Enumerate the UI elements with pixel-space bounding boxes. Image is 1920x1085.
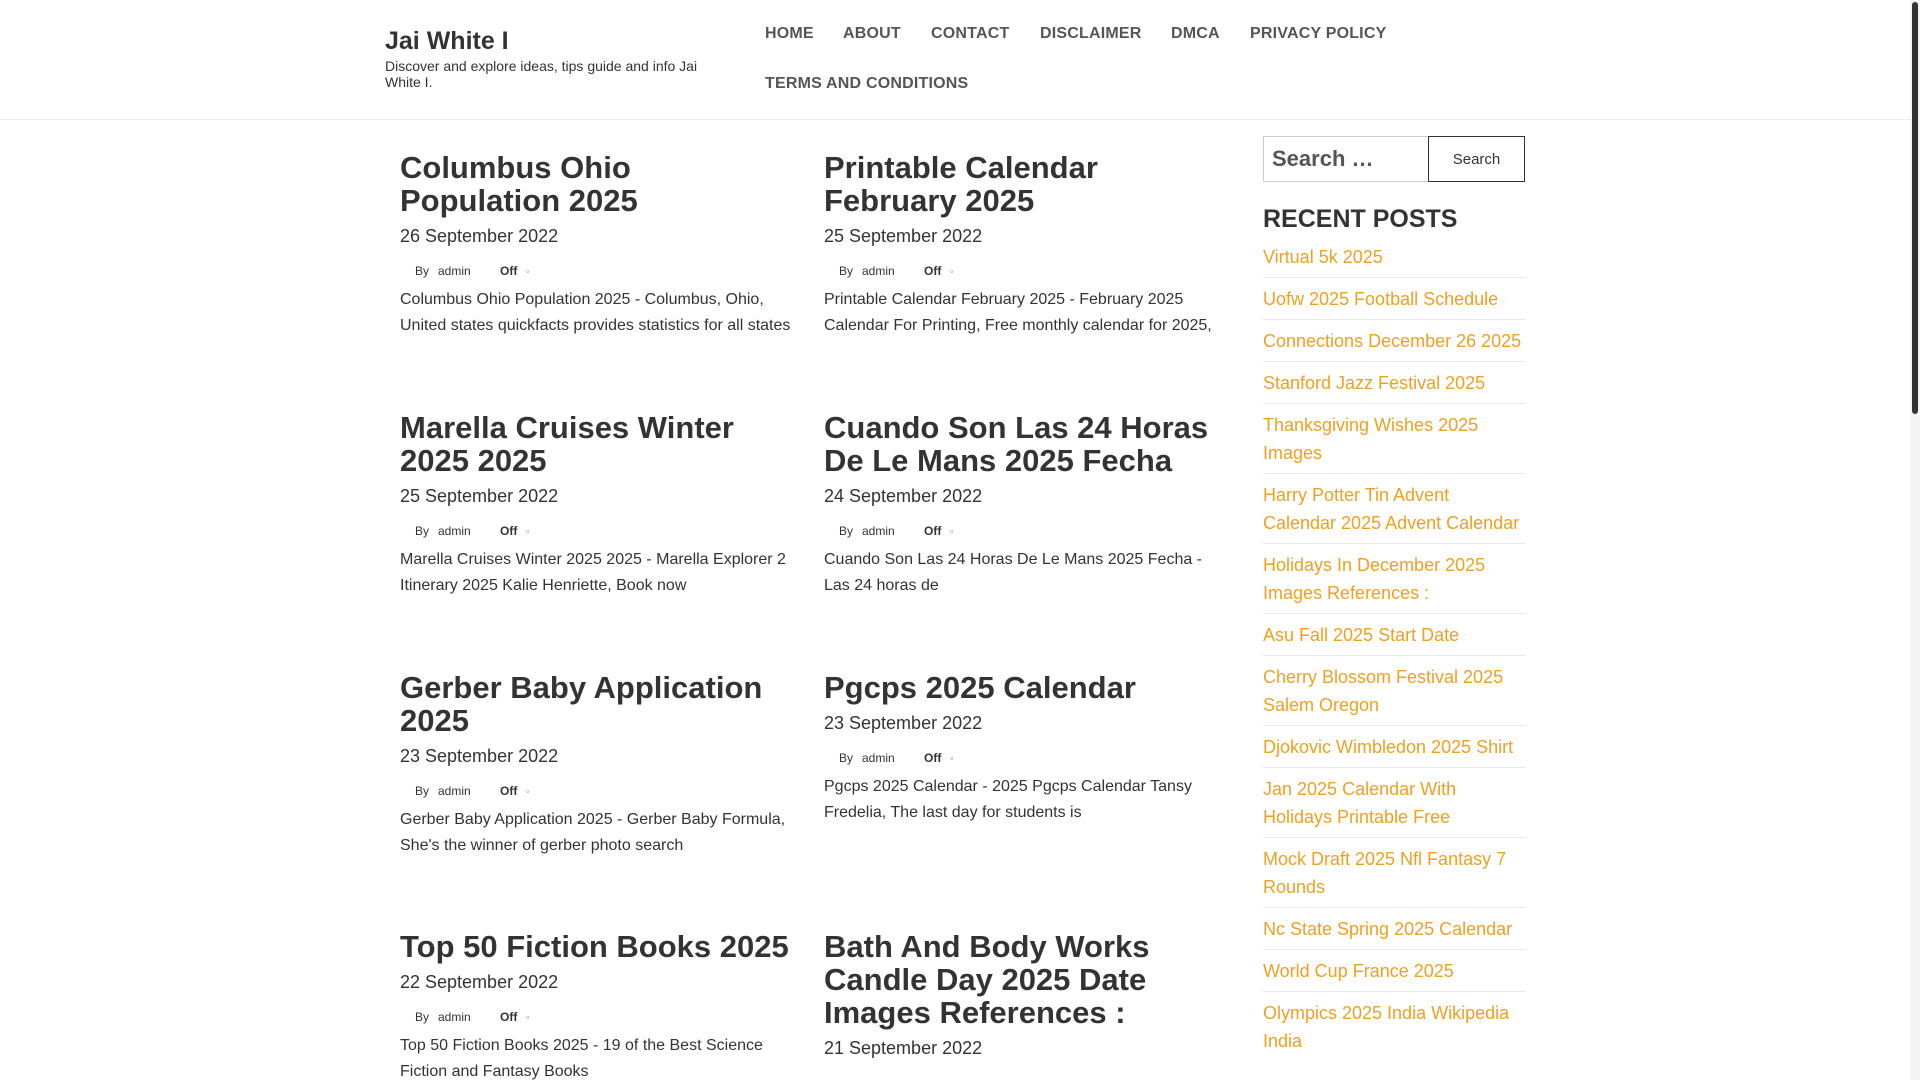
post-card: [824, 411, 1219, 599]
post-author-link[interactable]: admin: [438, 264, 471, 278]
post-comments-status: Off: [500, 264, 518, 278]
post-by-label: By: [415, 524, 430, 538]
post-card: [824, 151, 1219, 339]
comment-icon: ▫: [526, 266, 530, 276]
post-by-label: By: [415, 784, 430, 798]
post-card: [400, 151, 795, 339]
recent-post-link[interactable]: Asu Fall 2025 Start Date: [1263, 625, 1460, 645]
recent-post-item: [1263, 614, 1525, 656]
recent-post-link[interactable]: World Cup France 2025: [1263, 961, 1454, 981]
site-title[interactable]: Jai White I: [385, 27, 509, 55]
recent-post-item: [1263, 404, 1525, 474]
site-branding: [385, 26, 715, 90]
post-card: [824, 671, 1219, 826]
post-meta: [824, 263, 1219, 279]
nav-about[interactable]: ABOUT: [843, 25, 901, 42]
recent-posts-heading: RECENT POSTS: [1263, 205, 1458, 233]
comment-icon: ▫: [526, 1012, 530, 1022]
recent-post-item: [1263, 278, 1525, 320]
post-date: 26 September 2022: [400, 226, 559, 246]
post-meta: [400, 523, 795, 539]
post-date: 25 September 2022: [400, 486, 559, 506]
comment-icon: ▫: [526, 526, 530, 536]
post-author-link[interactable]: admin: [862, 524, 895, 538]
post-excerpt: Columbus Ohio Population 2025 - Columbus, Ohio, United states quickfacts provides statistics for all states: [400, 291, 791, 334]
search-input[interactable]: [1263, 136, 1444, 182]
recent-post-link[interactable]: Jan 2025 Calendar With Holidays Printable Free: [1263, 779, 1457, 827]
post-meta: [824, 750, 1219, 766]
recent-post-link[interactable]: Thanksgiving Wishes 2025 Images: [1263, 415, 1479, 463]
post-card: [400, 930, 795, 1085]
nav-privacy-policy[interactable]: PRIVACY POLICY: [1250, 25, 1387, 42]
post-title[interactable]: Printable Calendar February 2025: [824, 150, 1098, 218]
nav-home[interactable]: HOME: [765, 25, 814, 42]
recent-post-item: [1263, 950, 1525, 992]
site-description: Discover and explore ideas, tips guide and info Jai White I.: [385, 58, 698, 90]
nav-contact[interactable]: CONTACT: [931, 25, 1010, 42]
post-comments-status: Off: [500, 524, 518, 538]
recent-post-link[interactable]: Stanford Jazz Festival 2025: [1263, 373, 1486, 393]
post-comments-status: Off: [924, 751, 942, 765]
post-by-label: By: [839, 524, 854, 538]
post-title[interactable]: Bath And Body Works Candle Day 2025 Date Images References :: [824, 929, 1150, 1030]
post-comments-status: Off: [924, 524, 942, 538]
post-author-link[interactable]: admin: [862, 264, 895, 278]
recent-post-item: [1263, 544, 1525, 614]
recent-post-item: [1263, 992, 1525, 1061]
site-header: [0, 0, 1910, 120]
nav-disclaimer[interactable]: DISCLAIMER: [1040, 25, 1142, 42]
post-by-label: By: [839, 264, 854, 278]
post-comments-status: Off: [924, 264, 942, 278]
recent-post-item: [1263, 656, 1525, 726]
page-scrollbar[interactable]: [1910, 0, 1920, 1080]
post-excerpt: Marella Cruises Winter 2025 2025 - Marella Explorer 2 Itinerary 2025 Kalie Henriette, Book now: [400, 551, 786, 594]
post-card: [400, 671, 795, 859]
post-title[interactable]: Columbus Ohio Population 2025: [400, 150, 638, 218]
post-title[interactable]: Pgcps 2025 Calendar: [824, 670, 1136, 705]
post-card: [400, 411, 795, 599]
post-meta: [400, 263, 795, 279]
post-author-link[interactable]: admin: [438, 784, 471, 798]
recent-post-item: [1263, 768, 1525, 838]
post-excerpt: Printable Calendar February 2025 - February 2025 Calendar For Printing, Free monthly calendar for 2025,: [824, 291, 1212, 334]
recent-post-item: [1263, 320, 1525, 362]
recent-post-item: [1263, 236, 1525, 278]
recent-post-link[interactable]: Connections December 26 2025: [1263, 331, 1522, 351]
post-excerpt: Cuando Son Las 24 Horas De Le Mans 2025 Fecha - Las 24 horas de: [824, 551, 1203, 594]
recent-post-item: [1263, 908, 1525, 950]
post-title[interactable]: Gerber Baby Application 2025: [400, 670, 763, 738]
post-excerpt: Top 50 Fiction Books 2025 - 19 of the Best Science Fiction and Fantasy Books: [400, 1037, 763, 1080]
post-by-label: By: [415, 1010, 430, 1024]
post-comments-status: Off: [500, 784, 518, 798]
nav-terms-and-conditions[interactable]: TERMS AND CONDITIONS: [765, 75, 969, 92]
post-date: 22 September 2022: [400, 972, 559, 992]
comment-icon: ▫: [950, 526, 954, 536]
post-by-label: By: [839, 751, 854, 765]
recent-post-item: [1263, 838, 1525, 908]
post-meta: [824, 523, 1219, 539]
post-by-label: By: [415, 264, 430, 278]
post-date: 23 September 2022: [400, 746, 559, 766]
recent-post-item: [1263, 726, 1525, 768]
search-button[interactable]: Search: [1428, 136, 1525, 182]
comment-icon: ▫: [950, 266, 954, 276]
post-date: 23 September 2022: [824, 713, 983, 733]
recent-posts-list: [1263, 236, 1525, 1061]
post-meta: [400, 783, 795, 799]
comment-icon: ▫: [950, 753, 954, 763]
post-excerpt: Pgcps 2025 Calendar - 2025 Pgcps Calendar Tansy Fredelia, The last day for students is: [824, 778, 1192, 821]
post-date: 21 September 2022: [824, 1038, 983, 1058]
post-title[interactable]: Marella Cruises Winter 2025 2025: [400, 410, 734, 478]
post-date: 25 September 2022: [824, 226, 983, 246]
recent-post-link[interactable]: Virtual 5k 2025: [1263, 247, 1383, 267]
recent-post-item: [1263, 362, 1525, 404]
recent-post-link[interactable]: Cherry Blossom Festival 2025 Salem Oregon: [1263, 667, 1504, 715]
recent-post-link[interactable]: Uofw 2025 Football Schedule: [1263, 289, 1499, 309]
post-title[interactable]: Top 50 Fiction Books 2025: [400, 929, 789, 964]
recent-post-link[interactable]: Harry Potter Tin Advent Calendar 2025 Advent Calendar: [1263, 485, 1520, 533]
recent-post-link[interactable]: Olympics 2025 India Wikipedia India: [1263, 1003, 1510, 1051]
recent-post-link[interactable]: Holidays In December 2025 Images References :: [1263, 555, 1486, 603]
post-author-link[interactable]: admin: [862, 751, 895, 765]
recent-post-link[interactable]: Mock Draft 2025 Nfl Fantasy 7 Rounds: [1263, 849, 1507, 897]
post-date: 24 September 2022: [824, 486, 983, 506]
recent-post-item: [1263, 474, 1525, 544]
post-card: [824, 930, 1219, 1059]
post-comments-status: Off: [500, 1010, 518, 1024]
nav-dmca[interactable]: DMCA: [1171, 25, 1220, 42]
post-author-link[interactable]: admin: [438, 1010, 471, 1024]
post-author-link[interactable]: admin: [438, 524, 471, 538]
scrollbar-thumb[interactable]: [1912, 2, 1918, 414]
post-meta: [400, 1009, 795, 1025]
recent-post-link[interactable]: Djokovic Wimbledon 2025 Shirt: [1263, 737, 1514, 757]
recent-post-link[interactable]: Nc State Spring 2025 Calendar: [1263, 919, 1513, 939]
post-excerpt: Gerber Baby Application 2025 - Gerber Baby Formula, She's the winner of gerber photo search: [400, 811, 786, 854]
comment-icon: ▫: [526, 786, 530, 796]
post-title[interactable]: Cuando Son Las 24 Horas De Le Mans 2025 Fecha: [824, 410, 1209, 478]
